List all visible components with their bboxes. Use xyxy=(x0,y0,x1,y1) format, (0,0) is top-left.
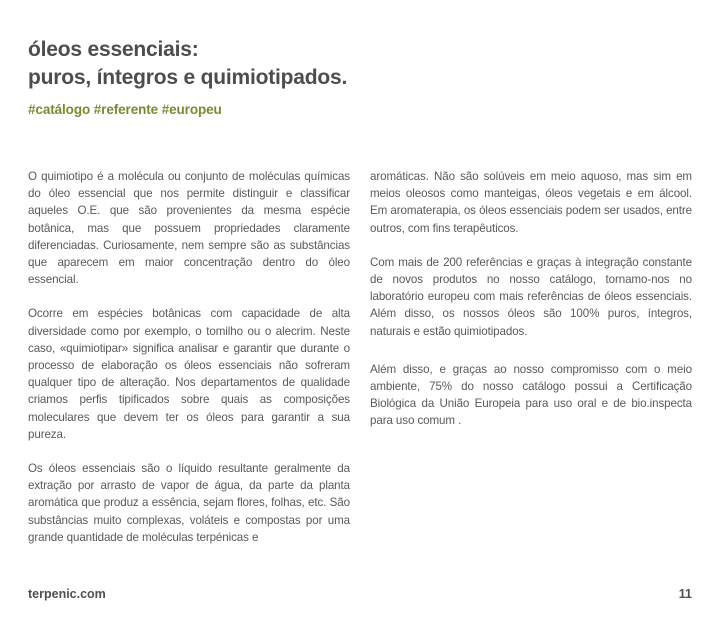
paragraph: Os óleos essenciais são o líquido resultante geralmente da extração por arrasto de vapor de água, da parte da planta aromática que produz a essência, sejam flores, folhas, etc. São substâncias muito complexas, voláteis e compostas por uma grande quantidade de moléculas terpénicas e xyxy=(28,462,350,544)
column-left xyxy=(28,168,350,563)
paragraph: Com mais de 200 referências e graças à integração constante de novos produtos no nosso catálogo, tornamo-nos no laboratório europeu com mais referências de óleos essenciais. Além disso, os nossos óleos são 100% puros, íntegros, naturais e estão quimiotipados. xyxy=(370,255,692,338)
column-right xyxy=(370,168,692,563)
page-title-line2: puros, íntegros e quimiotipados. xyxy=(28,65,348,89)
paragraph: O quimiotipo é a molécula ou conjunto de moléculas químicas do óleo essencial que nos permite distinguir e classificar aqueles O.E. que são provenientes da mesma espécie botânica, mas que possuem propriedades claramente diferenciadas. Curiosamente, nem sempre são as substâncias que aparecem em maior concentração dentro do óleo essencial. xyxy=(28,170,350,287)
body-columns xyxy=(28,168,692,563)
page-header xyxy=(28,36,692,117)
footer-page-number: 11 xyxy=(678,587,692,601)
paragraph: Ocorre em espécies botânicas com capacidade de alta diversidade como por exemplo, o tomilho ou o alecrim. Neste caso, «quimiotipar» significa analisar e garantir que durante o processo de elaboração os óleos essenciais não sofreram qualquer tipo de alteração. Nos departamentos de qualidade criamos perfis tipificados sobre quais as composições moleculares que devem ter os óleos para garantir a sua pureza. xyxy=(28,307,350,441)
paragraph: aromáticas. Não são solúveis em meio aquoso, mas sim em meios oleosos como manteigas, óleos vegetais e em álcool. Em aromaterapia, os óleos essenciais podem ser usados, entre outros, com fins terapêuticos. xyxy=(370,170,692,235)
page-title-line1: óleos essenciais: xyxy=(28,38,199,61)
footer-site-url: terpenic.com xyxy=(28,587,106,601)
paragraph: Além disso, e graças ao nosso compromisso com o meio ambiente, 75% do nosso catálogo possui a Certificação Biológica da União Europeia para uso oral e de bio.inspecta para uso comum . xyxy=(370,362,692,428)
page-title xyxy=(28,36,692,91)
hashtags: #catálogo #referente #europeu xyxy=(28,102,222,117)
